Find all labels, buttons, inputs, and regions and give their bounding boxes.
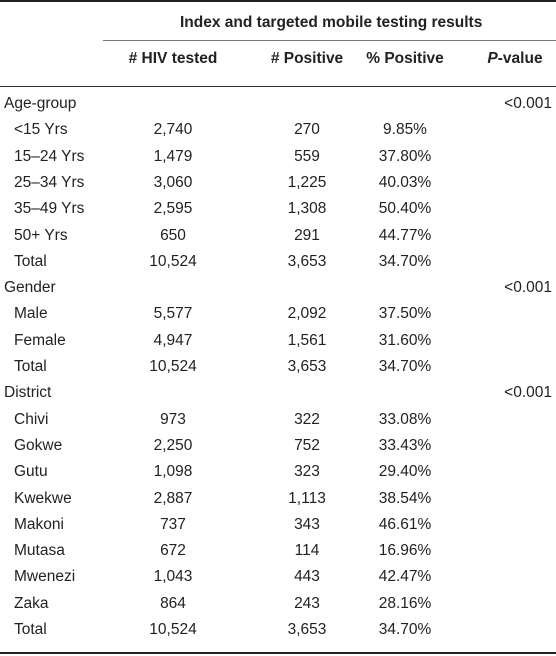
row-label: Zaka: [14, 595, 49, 612]
cell-pct-positive: 31.60%: [378, 332, 432, 349]
cell-pct-positive: 33.43%: [378, 437, 432, 454]
cell-pct-positive: 33.08%: [378, 411, 432, 428]
cell-positive: 1,308: [287, 200, 327, 217]
row-label: 50+ Yrs: [14, 227, 68, 244]
cell-positive: 1,113: [288, 490, 326, 507]
cell-hiv-tested: 672: [160, 542, 186, 559]
cell-hiv-tested: 10,524: [149, 253, 197, 270]
row-label: <15 Yrs: [14, 121, 68, 138]
col-header-positive: # Positive: [270, 50, 344, 67]
col-header-pct-positive: % Positive: [366, 50, 444, 67]
cell-hiv-tested: 10,524: [149, 621, 197, 638]
cell-pct-positive: 40.03%: [378, 174, 432, 191]
cell-hiv-tested: 10,524: [149, 358, 197, 375]
cell-hiv-tested: 1,479: [153, 148, 193, 165]
cell-pct-positive: 28.16%: [378, 595, 432, 612]
p-suffix: -value: [497, 50, 543, 67]
row-label: Gutu: [14, 463, 48, 480]
row-label: Total: [14, 358, 47, 375]
cell-hiv-tested: 650: [160, 227, 186, 244]
p-letter: P: [487, 50, 498, 67]
cell-pct-positive: 38.54%: [378, 490, 432, 507]
row-label: Gokwe: [14, 437, 63, 454]
cell-hiv-tested: 973: [160, 411, 186, 428]
cell-pct-positive: 29.40%: [378, 463, 432, 480]
row-label: 25–34 Yrs: [14, 174, 85, 191]
group-title: Index and targeted mobile testing results: [180, 14, 483, 31]
group-title-underline: [103, 40, 556, 41]
cell-pct-positive: 46.61%: [378, 516, 432, 533]
row-label: Male: [14, 305, 48, 322]
cell-positive: 3,653: [287, 621, 327, 638]
cell-positive: 343: [294, 516, 320, 533]
cell-pct-positive: 34.70%: [378, 253, 432, 270]
cell-hiv-tested: 1,098: [153, 463, 193, 480]
cell-hiv-tested: 2,887: [153, 490, 193, 507]
cell-pct-positive: 34.70%: [378, 621, 432, 638]
section-title: Gender: [4, 279, 56, 296]
cell-positive: 3,653: [287, 358, 327, 375]
row-label: Mwenezi: [14, 568, 76, 585]
col-header-p-value: [480, 46, 550, 72]
col-header-hiv-tested: # HIV tested: [128, 50, 218, 67]
cell-positive: 752: [294, 437, 320, 454]
cell-hiv-tested: 3,060: [153, 174, 193, 191]
cell-pct-positive: 9.85%: [383, 121, 427, 138]
row-label: Total: [14, 253, 47, 270]
cell-pct-positive: 37.80%: [378, 148, 432, 165]
cell-pct-positive: 44.77%: [378, 227, 432, 244]
cell-pct-positive: 42.47%: [378, 568, 432, 585]
cell-hiv-tested: 737: [160, 516, 186, 533]
row-label: Chivi: [14, 411, 49, 428]
row-label: 35–49 Yrs: [14, 200, 85, 217]
cell-pct-positive: 16.96%: [378, 542, 432, 559]
cell-positive: 291: [294, 227, 320, 244]
cell-pct-positive: 50.40%: [378, 200, 432, 217]
cell-positive: 559: [294, 148, 320, 165]
section-title: Age-group: [4, 95, 77, 112]
cell-hiv-tested: 2,740: [153, 121, 193, 138]
section-p-value: <0.001: [504, 279, 552, 296]
cell-hiv-tested: 1,043: [153, 568, 193, 585]
cell-positive: 243: [294, 595, 320, 612]
cell-positive: 1,561: [287, 332, 327, 349]
cell-pct-positive: 37.50%: [378, 305, 432, 322]
row-label: Female: [14, 332, 66, 349]
cell-positive: 2,092: [287, 305, 327, 322]
row-label: Mutasa: [14, 542, 65, 559]
cell-hiv-tested: 5,577: [153, 305, 193, 322]
cell-positive: 3,653: [287, 253, 327, 270]
cell-positive: 323: [294, 463, 320, 480]
cell-positive: 1,225: [287, 174, 327, 191]
cell-positive: 443: [294, 568, 320, 585]
cell-hiv-tested: 2,595: [153, 200, 193, 217]
row-label: 15–24 Yrs: [14, 148, 85, 165]
cell-positive: 270: [294, 121, 320, 138]
cell-hiv-tested: 864: [160, 595, 186, 612]
bottom-rule: [0, 652, 556, 654]
section-title: District: [4, 384, 52, 401]
row-label: Makoni: [14, 516, 64, 533]
section-p-value: <0.001: [504, 95, 552, 112]
cell-positive: 114: [294, 542, 320, 559]
header-rule: [0, 86, 556, 87]
cell-hiv-tested: 2,250: [153, 437, 193, 454]
cell-hiv-tested: 4,947: [153, 332, 193, 349]
row-label: Kwekwe: [14, 490, 72, 507]
row-label: Total: [14, 621, 47, 638]
cell-pct-positive: 34.70%: [378, 358, 432, 375]
top-rule: [0, 0, 556, 2]
cell-positive: 322: [294, 411, 320, 428]
section-p-value: <0.001: [504, 384, 552, 401]
